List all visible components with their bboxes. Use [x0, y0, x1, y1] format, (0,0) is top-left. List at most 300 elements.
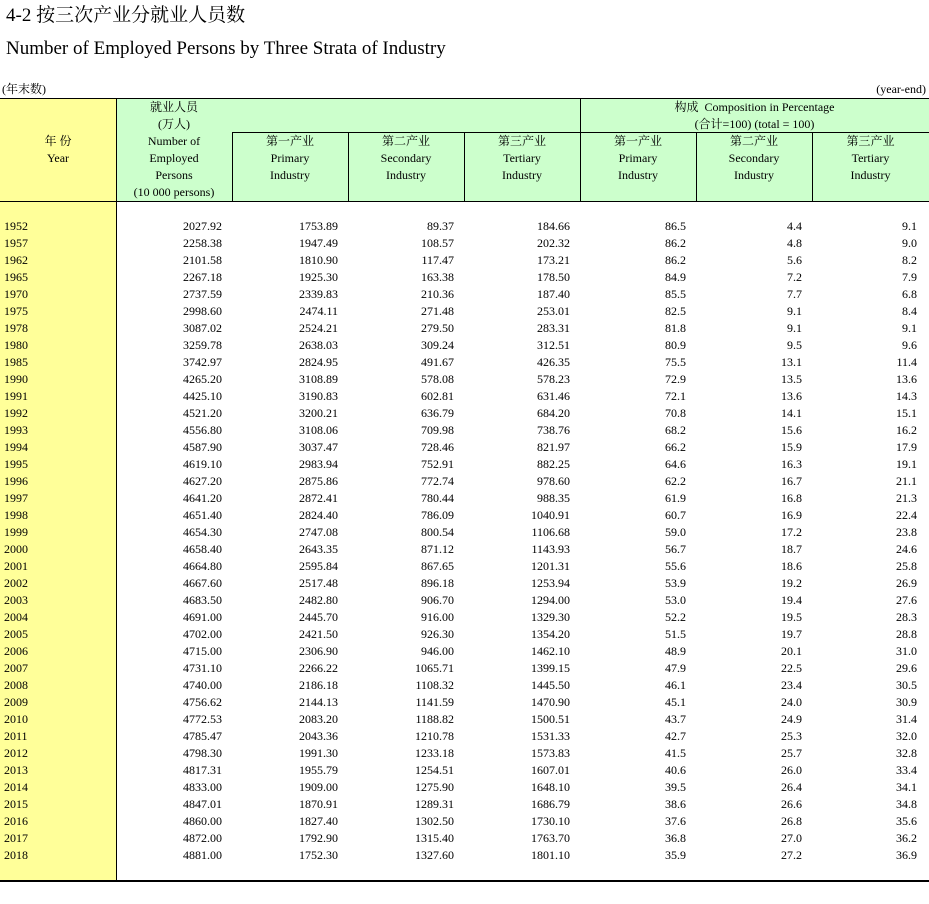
cell-total: 2101.58: [183, 253, 222, 267]
table-row: [0, 779, 929, 796]
table-row: [0, 269, 929, 286]
cell-secondary-pct: 16.3: [781, 457, 802, 471]
cell-secondary-pct: 27.2: [781, 848, 802, 862]
cell-secondary-pct: 19.2: [781, 576, 802, 590]
cell-total: 4702.00: [183, 627, 222, 641]
cell-year: 1990: [4, 372, 28, 386]
cell-tertiary: 1040.91: [531, 508, 570, 522]
cell-primary: 1753.89: [299, 219, 338, 233]
cell-year: 1970: [4, 287, 28, 301]
table-row: [0, 847, 929, 864]
cell-primary-pct: 81.8: [665, 321, 686, 335]
cell-primary: 3190.83: [299, 389, 338, 403]
cell-total: 4556.80: [183, 423, 222, 437]
cell-primary-pct: 36.8: [665, 831, 686, 845]
table-row: [0, 354, 929, 371]
cell-tertiary: 821.97: [537, 440, 570, 454]
cell-year: 2012: [4, 746, 28, 760]
table-row: [0, 643, 929, 660]
cell-total: 2737.59: [183, 287, 222, 301]
cell-tertiary: 1686.79: [531, 797, 570, 811]
cell-tertiary-pct: 14.3: [896, 389, 917, 403]
cell-primary: 1752.30: [299, 848, 338, 862]
table-row: [0, 303, 929, 320]
cell-tertiary-pct: 26.9: [896, 576, 917, 590]
table-row: [0, 830, 929, 847]
table-row: [0, 507, 929, 524]
cell-secondary-pct: 5.6: [787, 253, 802, 267]
cell-secondary-pct: 24.9: [781, 712, 802, 726]
cell-tertiary-pct: 9.6: [902, 338, 917, 352]
cell-primary-pct: 70.8: [665, 406, 686, 420]
cell-secondary-pct: 13.5: [781, 372, 802, 386]
cell-tertiary: 202.32: [537, 236, 570, 250]
cell-year: 2002: [4, 576, 28, 590]
cell-total: 2027.92: [183, 219, 222, 233]
cell-primary: 2186.18: [299, 678, 338, 692]
cell-primary-pct: 45.1: [665, 695, 686, 709]
cell-primary-pct: 41.5: [665, 746, 686, 760]
cell-year: 1994: [4, 440, 28, 454]
cell-total: 2258.38: [183, 236, 222, 250]
cell-tertiary-pct: 34.8: [896, 797, 917, 811]
cell-primary-pct: 43.7: [665, 712, 686, 726]
cell-primary-pct: 86.2: [665, 253, 686, 267]
cell-secondary: 1315.40: [415, 831, 454, 845]
cell-secondary: 1254.51: [415, 763, 454, 777]
cell-tertiary: 1531.33: [531, 729, 570, 743]
cell-tertiary-pct: 11.4: [896, 355, 917, 369]
cell-primary-pct: 52.2: [665, 610, 686, 624]
cell-primary: 2875.86: [299, 474, 338, 488]
cell-secondary: 309.24: [421, 338, 454, 352]
cell-primary-pct: 86.2: [665, 236, 686, 250]
cell-tertiary: 578.23: [537, 372, 570, 386]
table-row: [0, 337, 929, 354]
table-row: [0, 677, 929, 694]
cell-secondary: 772.74: [421, 474, 454, 488]
cell-secondary-pct: 7.2: [787, 270, 802, 284]
cell-total: 2267.18: [183, 270, 222, 284]
cell-secondary-pct: 23.4: [781, 678, 802, 692]
cell-tertiary: 1445.50: [531, 678, 570, 692]
cell-tertiary: 1573.83: [531, 746, 570, 760]
cell-year: 1957: [4, 236, 28, 250]
cell-year: 1997: [4, 491, 28, 505]
cell-primary-pct: 84.9: [665, 270, 686, 284]
cell-total: 4619.10: [183, 457, 222, 471]
cell-total: 4817.31: [183, 763, 222, 777]
cell-primary-pct: 82.5: [665, 304, 686, 318]
cell-tertiary: 1462.10: [531, 644, 570, 658]
cell-tertiary: 173.21: [537, 253, 570, 267]
cell-total: 4587.90: [183, 440, 222, 454]
cell-primary: 2524.21: [299, 321, 338, 335]
cell-year: 1993: [4, 423, 28, 437]
table-row: [0, 626, 929, 643]
cell-tertiary-pct: 30.5: [896, 678, 917, 692]
cell-total: 4654.30: [183, 525, 222, 539]
cell-tertiary-pct: 32.8: [896, 746, 917, 760]
table-row: [0, 422, 929, 439]
cell-secondary-pct: 16.8: [781, 491, 802, 505]
cell-tertiary-pct: 16.2: [896, 423, 917, 437]
cell-year: 2015: [4, 797, 28, 811]
cell-secondary-pct: 19.5: [781, 610, 802, 624]
cell-tertiary: 1470.90: [531, 695, 570, 709]
cell-secondary-pct: 26.8: [781, 814, 802, 828]
cell-year: 2014: [4, 780, 28, 794]
cell-primary-pct: 53.0: [665, 593, 686, 607]
cell-total: 3259.78: [183, 338, 222, 352]
cell-total: 3087.02: [183, 321, 222, 335]
cell-total: 4860.00: [183, 814, 222, 828]
header-secondary-pct: 第二产业 Secondary Industry: [728, 134, 780, 182]
cell-primary: 2445.70: [299, 610, 338, 624]
cell-year: 2010: [4, 712, 28, 726]
cell-tertiary-pct: 36.2: [896, 831, 917, 845]
cell-primary-pct: 86.5: [665, 219, 686, 233]
cell-tertiary-pct: 35.6: [896, 814, 917, 828]
cell-year: 1975: [4, 304, 28, 318]
cell-secondary: 786.09: [421, 508, 454, 522]
page-title-en: Number of Employed Persons by Three Strata of Industry: [6, 38, 446, 59]
cell-secondary: 602.81: [421, 389, 454, 403]
cell-tertiary: 1399.15: [531, 661, 570, 675]
cell-year: 2009: [4, 695, 28, 709]
cell-primary-pct: 80.9: [665, 338, 686, 352]
cell-secondary-pct: 15.6: [781, 423, 802, 437]
cell-primary: 2824.95: [299, 355, 338, 369]
cell-tertiary-pct: 21.1: [896, 474, 917, 488]
cell-total: 4667.60: [183, 576, 222, 590]
cell-primary: 1955.79: [299, 763, 338, 777]
cell-total: 4651.40: [183, 508, 222, 522]
cell-tertiary: 1354.20: [531, 627, 570, 641]
cell-year: 2007: [4, 661, 28, 675]
cell-total: 4881.00: [183, 848, 222, 862]
cell-tertiary-pct: 6.8: [902, 287, 917, 301]
cell-tertiary-pct: 8.2: [902, 253, 917, 267]
cell-tertiary-pct: 9.1: [902, 321, 917, 335]
cell-year: 1996: [4, 474, 28, 488]
header-primary-pct: 第一产业 Primary Industry: [613, 134, 662, 182]
cell-tertiary: 312.51: [537, 338, 570, 352]
table-row: [0, 235, 929, 252]
table-row: [0, 541, 929, 558]
cell-total: 4265.20: [183, 372, 222, 386]
cell-primary: 2482.80: [299, 593, 338, 607]
cell-year: 1992: [4, 406, 28, 420]
cell-tertiary: 1801.10: [531, 848, 570, 862]
cell-primary: 1810.90: [299, 253, 338, 267]
cell-secondary-pct: 27.0: [781, 831, 802, 845]
cell-total: 4772.53: [183, 712, 222, 726]
table-bottom-rule: [0, 880, 929, 882]
cell-primary: 1947.49: [299, 236, 338, 250]
cell-year: 2016: [4, 814, 28, 828]
cell-primary-pct: 47.9: [665, 661, 686, 675]
cell-tertiary: 178.50: [537, 270, 570, 284]
cell-year: 2006: [4, 644, 28, 658]
cell-total: 2998.60: [183, 304, 222, 318]
cell-tertiary: 1253.94: [531, 576, 570, 590]
cell-primary: 2306.90: [299, 644, 338, 658]
cell-tertiary: 1607.01: [531, 763, 570, 777]
cell-secondary: 117.47: [421, 253, 454, 267]
cell-secondary: 1327.60: [415, 848, 454, 862]
cell-year: 2018: [4, 848, 28, 862]
cell-secondary: 578.08: [421, 372, 454, 386]
cell-secondary: 926.30: [421, 627, 454, 641]
cell-secondary: 709.98: [421, 423, 454, 437]
cell-year: 1998: [4, 508, 28, 522]
cell-secondary-pct: 9.1: [787, 304, 802, 318]
cell-secondary: 1065.71: [415, 661, 454, 675]
cell-secondary: 728.46: [421, 440, 454, 454]
table-row: [0, 439, 929, 456]
cell-secondary-pct: 20.1: [781, 644, 802, 658]
cell-total: 4731.10: [183, 661, 222, 675]
table-row: [0, 252, 929, 269]
cell-primary: 1827.40: [299, 814, 338, 828]
cell-secondary: 1188.82: [415, 712, 454, 726]
cell-tertiary-pct: 9.0: [902, 236, 917, 250]
table-row: [0, 405, 929, 422]
cell-tertiary-pct: 8.4: [902, 304, 917, 318]
table-row: [0, 660, 929, 677]
cell-primary: 2144.13: [299, 695, 338, 709]
cell-total: 4872.00: [183, 831, 222, 845]
cell-tertiary: 738.76: [537, 423, 570, 437]
cell-primary: 2266.22: [299, 661, 338, 675]
cell-total: 4627.20: [183, 474, 222, 488]
cell-tertiary-pct: 31.4: [896, 712, 917, 726]
cell-year: 1991: [4, 389, 28, 403]
cell-total: 4756.62: [183, 695, 222, 709]
cell-primary-pct: 51.5: [665, 627, 686, 641]
cell-tertiary-pct: 30.9: [896, 695, 917, 709]
table-row: [0, 371, 929, 388]
cell-primary: 2872.41: [299, 491, 338, 505]
cell-secondary-pct: 26.0: [781, 763, 802, 777]
table-row: [0, 694, 929, 711]
note-year-end-en: (year-end): [876, 82, 926, 96]
cell-total: 4641.20: [183, 491, 222, 505]
cell-secondary: 916.00: [421, 610, 454, 624]
cell-secondary: 1302.50: [415, 814, 454, 828]
table-row: [0, 575, 929, 592]
cell-secondary: 1289.31: [415, 797, 454, 811]
cell-year: 1980: [4, 338, 28, 352]
cell-secondary: 89.37: [427, 219, 454, 233]
cell-tertiary-pct: 9.1: [902, 219, 917, 233]
cell-tertiary: 1730.10: [531, 814, 570, 828]
cell-tertiary: 187.40: [537, 287, 570, 301]
cell-secondary: 108.57: [421, 236, 454, 250]
cell-primary-pct: 46.1: [665, 678, 686, 692]
cell-tertiary-pct: 21.3: [896, 491, 917, 505]
cell-primary-pct: 40.6: [665, 763, 686, 777]
cell-total: 4664.80: [183, 559, 222, 573]
cell-secondary-pct: 26.6: [781, 797, 802, 811]
cell-tertiary: 184.66: [537, 219, 570, 233]
cell-tertiary-pct: 36.9: [896, 848, 917, 862]
cell-secondary: 271.48: [421, 304, 454, 318]
cell-secondary-pct: 14.1: [781, 406, 802, 420]
cell-tertiary: 253.01: [537, 304, 570, 318]
table-row: [0, 592, 929, 609]
cell-year: 1962: [4, 253, 28, 267]
cell-primary: 2421.50: [299, 627, 338, 641]
cell-year: 1995: [4, 457, 28, 471]
cell-primary-pct: 66.2: [665, 440, 686, 454]
cell-primary: 2083.20: [299, 712, 338, 726]
cell-year: 2017: [4, 831, 28, 845]
header-secondary: 第二产业 Secondary Industry: [380, 134, 432, 182]
table-row: [0, 558, 929, 575]
cell-secondary: 1210.78: [415, 729, 454, 743]
cell-secondary: 780.44: [421, 491, 454, 505]
cell-secondary-pct: 19.7: [781, 627, 802, 641]
cell-primary: 2595.84: [299, 559, 338, 573]
cell-tertiary-pct: 19.1: [896, 457, 917, 471]
cell-year: 1952: [4, 219, 28, 233]
cell-tertiary: 1763.70: [531, 831, 570, 845]
table-row: [0, 728, 929, 745]
cell-primary-pct: 61.9: [665, 491, 686, 505]
cell-primary-pct: 72.1: [665, 389, 686, 403]
cell-primary-pct: 64.6: [665, 457, 686, 471]
cell-primary: 2474.11: [299, 304, 338, 318]
table-row: [0, 320, 929, 337]
cell-secondary-pct: 4.8: [787, 236, 802, 250]
cell-tertiary: 1143.93: [531, 542, 570, 556]
cell-primary: 1870.91: [299, 797, 338, 811]
cell-secondary-pct: 15.9: [781, 440, 802, 454]
header-tertiary: 第三产业 Tertiary Industry: [497, 134, 546, 182]
header-tertiary-pct: 第三产业 Tertiary Industry: [846, 134, 895, 182]
cell-tertiary-pct: 25.8: [896, 559, 917, 573]
table-row: [0, 609, 929, 626]
cell-secondary-pct: 18.6: [781, 559, 802, 573]
cell-year: 1978: [4, 321, 28, 335]
cell-tertiary-pct: 33.4: [896, 763, 917, 777]
cell-secondary: 752.91: [421, 457, 454, 471]
cell-tertiary-pct: 13.6: [896, 372, 917, 386]
cell-primary-pct: 62.2: [665, 474, 686, 488]
cell-primary-pct: 38.6: [665, 797, 686, 811]
cell-secondary-pct: 18.7: [781, 542, 802, 556]
cell-primary-pct: 75.5: [665, 355, 686, 369]
cell-year: 2008: [4, 678, 28, 692]
cell-primary-pct: 59.0: [665, 525, 686, 539]
cell-total: 3742.97: [183, 355, 222, 369]
cell-tertiary: 1106.68: [531, 525, 570, 539]
cell-primary-pct: 39.5: [665, 780, 686, 794]
header-primary: 第一产业 Primary Industry: [265, 134, 314, 182]
cell-secondary: 491.67: [421, 355, 454, 369]
cell-tertiary-pct: 32.0: [896, 729, 917, 743]
cell-secondary: 867.65: [421, 559, 454, 573]
cell-primary: 2643.35: [299, 542, 338, 556]
cell-secondary-pct: 17.2: [781, 525, 802, 539]
cell-primary: 1909.00: [299, 780, 338, 794]
table-row: [0, 796, 929, 813]
cell-secondary-pct: 16.9: [781, 508, 802, 522]
cell-secondary: 946.00: [421, 644, 454, 658]
cell-tertiary: 426.35: [537, 355, 570, 369]
cell-secondary-pct: 4.4: [787, 219, 802, 233]
cell-total: 4683.50: [183, 593, 222, 607]
page-title-cn: 4-2 按三次产业分就业人员数: [6, 5, 246, 26]
cell-secondary: 1233.18: [415, 746, 454, 760]
cell-primary-pct: 85.5: [665, 287, 686, 301]
cell-tertiary: 631.46: [537, 389, 570, 403]
cell-primary: 2043.36: [299, 729, 338, 743]
cell-total: 4833.00: [183, 780, 222, 794]
table-row: [0, 473, 929, 490]
cell-primary: 3108.89: [299, 372, 338, 386]
cell-secondary: 800.54: [421, 525, 454, 539]
cell-secondary: 906.70: [421, 593, 454, 607]
cell-secondary-pct: 22.5: [781, 661, 802, 675]
header-bottom-rule: [0, 201, 929, 202]
cell-primary-pct: 53.9: [665, 576, 686, 590]
header-year: 年 份 Year: [44, 134, 72, 165]
cell-tertiary: 684.20: [537, 406, 570, 420]
cell-secondary-pct: 9.5: [787, 338, 802, 352]
cell-year: 2004: [4, 610, 28, 624]
cell-primary-pct: 35.9: [665, 848, 686, 862]
cell-primary: 1991.30: [299, 746, 338, 760]
cell-primary: 3108.06: [299, 423, 338, 437]
cell-year: 2001: [4, 559, 28, 573]
cell-tertiary-pct: 27.6: [896, 593, 917, 607]
cell-tertiary: 1294.00: [531, 593, 570, 607]
cell-secondary: 1141.59: [415, 695, 454, 709]
cell-tertiary-pct: 28.8: [896, 627, 917, 641]
cell-primary-pct: 68.2: [665, 423, 686, 437]
table-row: [0, 490, 929, 507]
cell-primary: 2983.94: [299, 457, 338, 471]
cell-tertiary-pct: 15.1: [896, 406, 917, 420]
cell-year: 1985: [4, 355, 28, 369]
cell-tertiary-pct: 24.6: [896, 542, 917, 556]
cell-primary: 2747.08: [299, 525, 338, 539]
cell-tertiary-pct: 34.1: [896, 780, 917, 794]
table-row: [0, 813, 929, 830]
cell-tertiary-pct: 17.9: [896, 440, 917, 454]
cell-year: 2011: [4, 729, 28, 743]
header-composition: 构成 Composition in Percentage (合计=100) (total = 100): [674, 100, 835, 131]
cell-primary: 3200.21: [299, 406, 338, 420]
cell-primary: 2638.03: [299, 338, 338, 352]
table-row: [0, 218, 929, 235]
cell-year: 2005: [4, 627, 28, 641]
cell-total: 4425.10: [183, 389, 222, 403]
cell-year: 2013: [4, 763, 28, 777]
cell-year: 1965: [4, 270, 28, 284]
cell-secondary-pct: 13.1: [781, 355, 802, 369]
cell-primary-pct: 37.6: [665, 814, 686, 828]
cell-tertiary-pct: 23.8: [896, 525, 917, 539]
cell-secondary: 871.12: [421, 542, 454, 556]
cell-secondary: 896.18: [421, 576, 454, 590]
cell-secondary-pct: 19.4: [781, 593, 802, 607]
cell-secondary: 1275.90: [415, 780, 454, 794]
cell-tertiary: 1201.31: [531, 559, 570, 573]
